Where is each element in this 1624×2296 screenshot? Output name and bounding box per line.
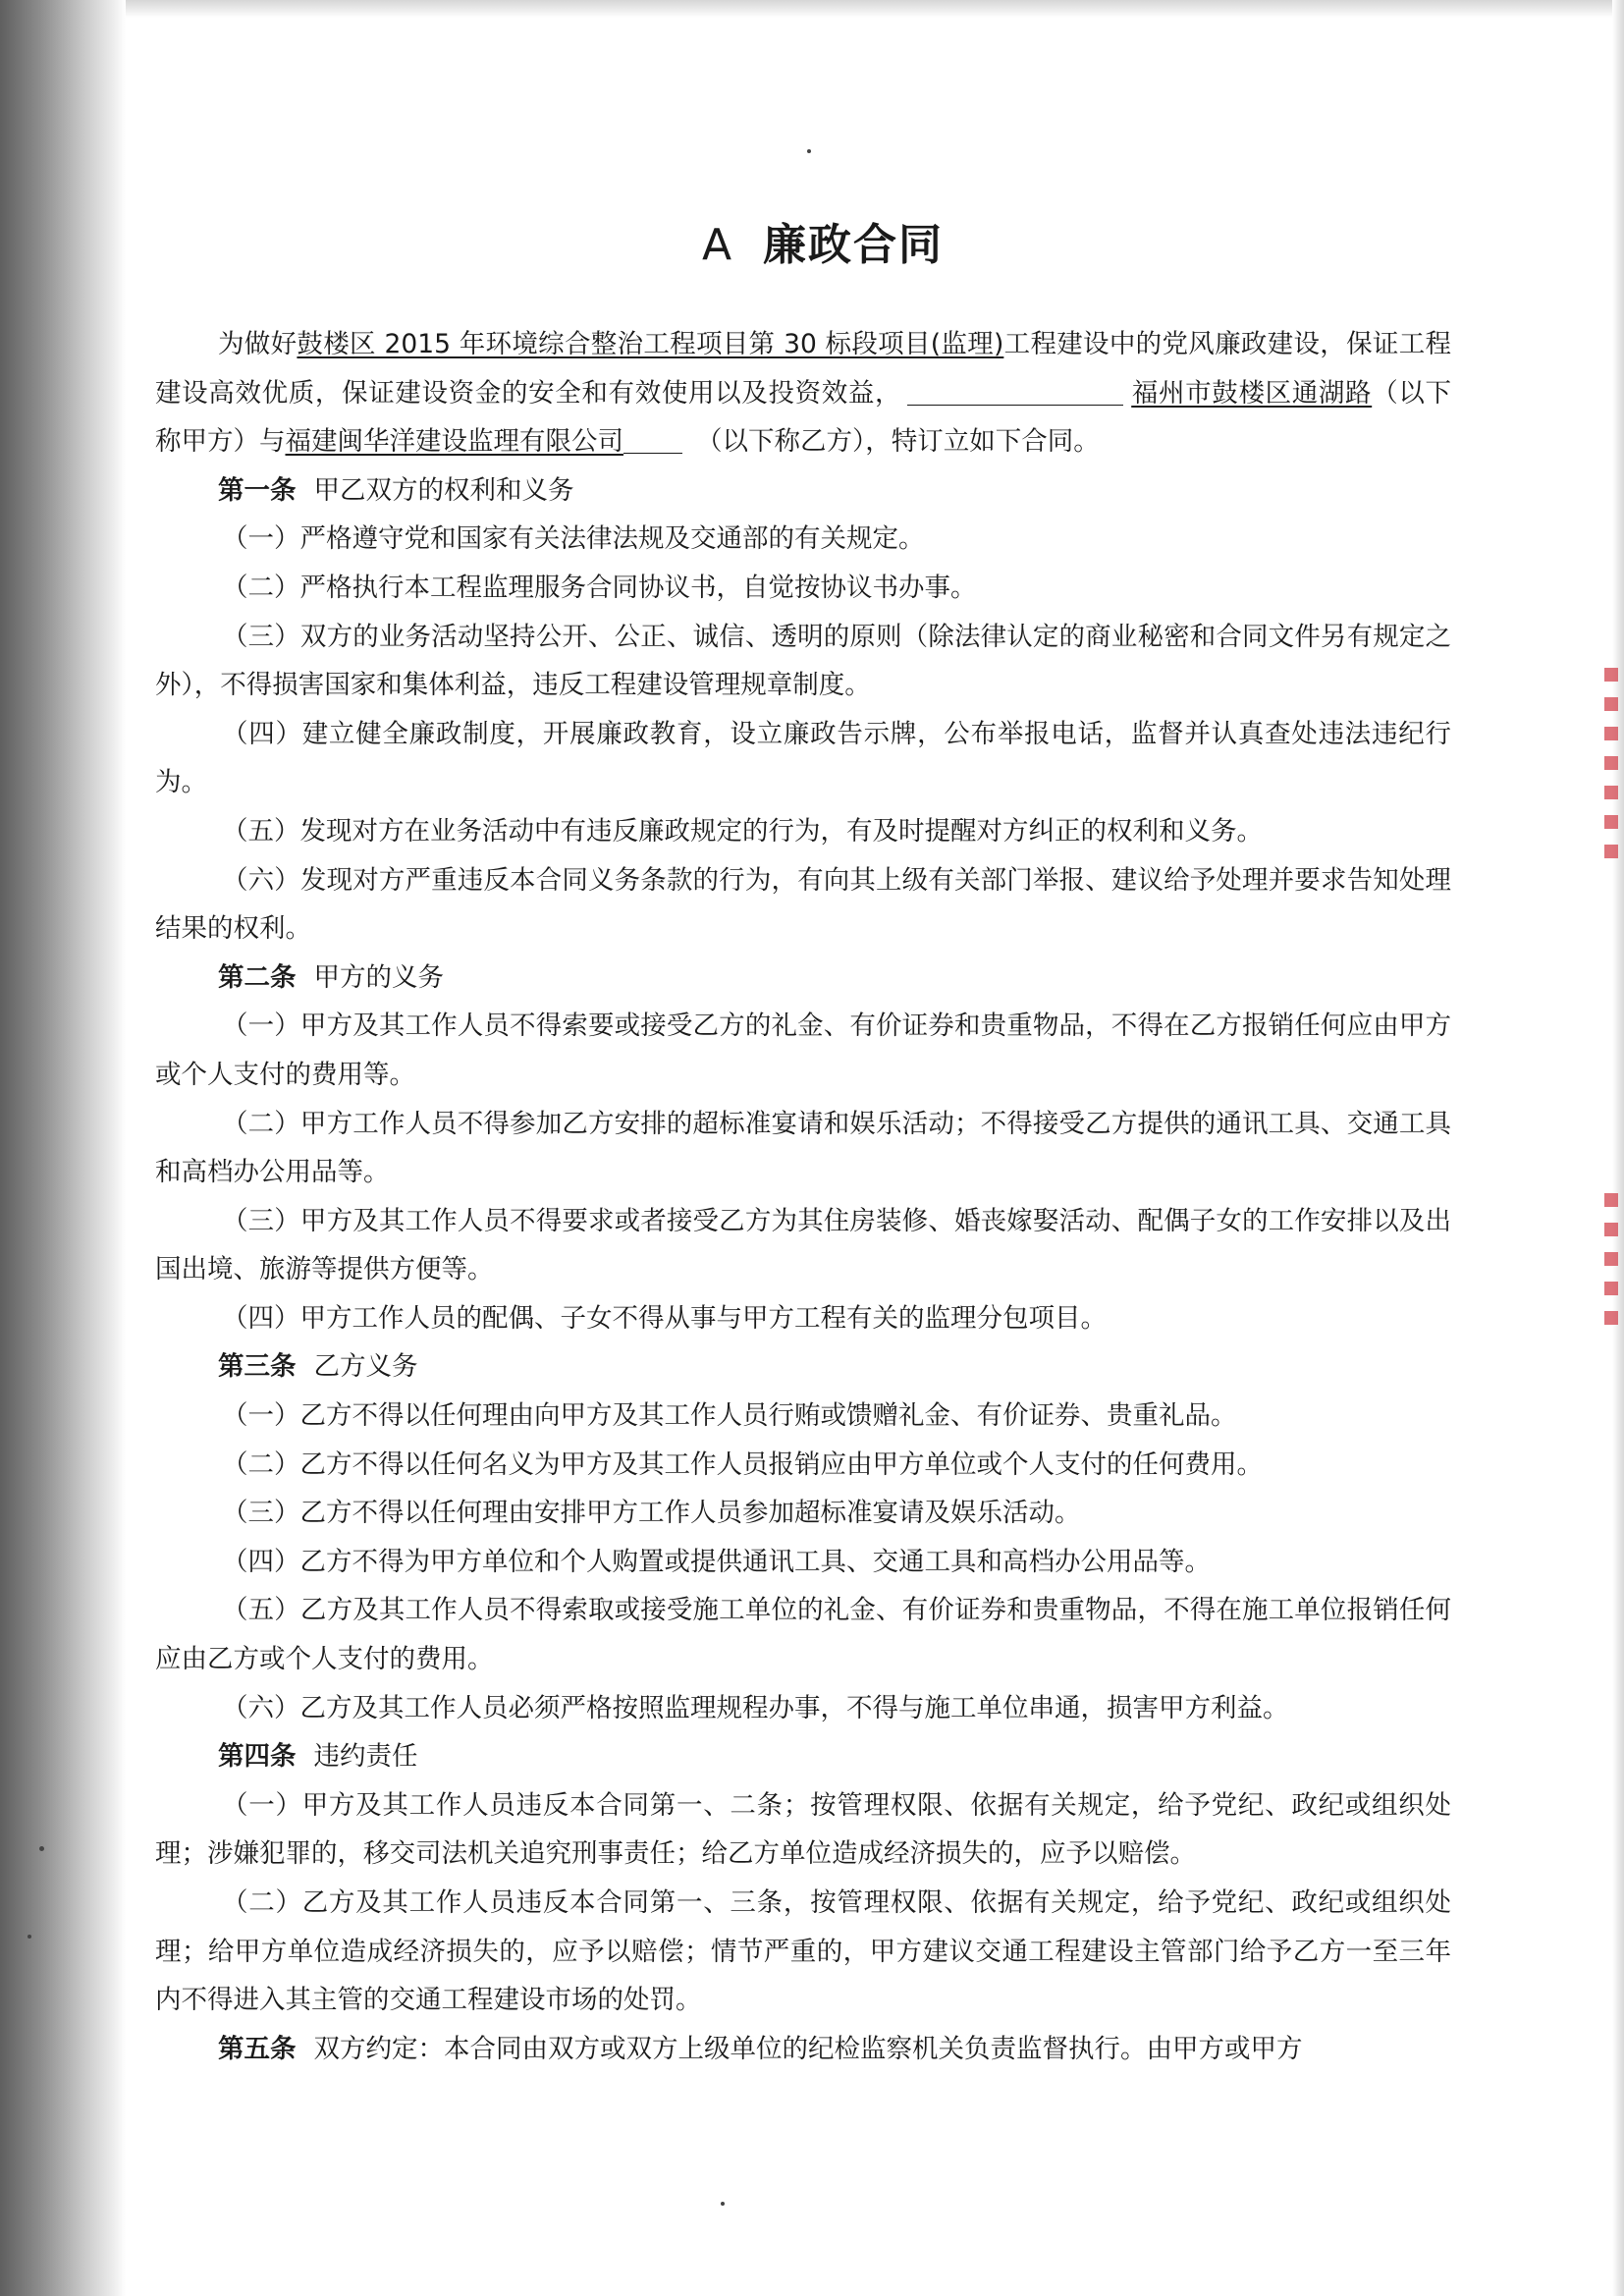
title-text: 廉政合同 — [763, 220, 945, 270]
title-letter: A — [701, 220, 734, 270]
article-2-item: （三）甲方及其工作人员不得要求或者接受乙方为其住房装修、婚丧嫁娶活动、配偶子女的工作安排以及出国出境、旅游等提供方便等。 — [155, 1205, 1451, 1285]
article-1-item: （五）发现对方在业务活动中有违反廉政规定的行为，有及时提醒对方纠正的权利和义务。 — [222, 815, 1263, 847]
scan-top-edge — [126, 0, 1624, 18]
article-3-item: （一）乙方不得以任何理由向甲方及其工作人员行贿或馈赠礼金、有价证券、贵重礼品。 — [222, 1400, 1237, 1432]
article-1-heading — [155, 466, 1451, 516]
article-5-paragraph — [155, 2025, 1451, 2074]
article-title: 甲方的义务 — [313, 961, 444, 993]
article-1-item: （二）严格执行本工程监理服务合同协议书，自觉按协议书办事。 — [222, 572, 977, 603]
article-2-heading — [155, 954, 1451, 1003]
scan-speck — [807, 149, 811, 153]
article-number: 第四条 — [218, 1741, 297, 1773]
party-a-name: 福州市鼓楼区通湖路 — [1131, 377, 1373, 409]
article-number: 第二条 — [218, 961, 297, 993]
article-4-item: （一）甲方及其工作人员违反本合同第一、二条；按管理权限、依据有关规定，给予党纪、政纪或组织处理；涉嫌犯罪的，移交司法机关追究刑事责任；给乙方单位造成经济损失的，应予以赔偿。 — [155, 1789, 1451, 1870]
contract-page — [155, 216, 1451, 2073]
scan-speck — [27, 1935, 31, 1939]
intro-text: （以下称甲方）与 — [155, 377, 1452, 458]
article-3-item: （六）乙方及其工作人员必须严格按照监理规程办事，不得与施工单位串通，损害甲方利益。 — [222, 1692, 1289, 1723]
intro-text: （以下称乙方），特订立如下合同。 — [696, 426, 1100, 458]
seal-mark-top — [1604, 668, 1618, 874]
article-4-heading — [155, 1732, 1451, 1781]
scan-speck — [39, 1846, 44, 1851]
article-number: 第一条 — [218, 474, 297, 506]
article-3-item: （五）乙方及其工作人员不得索取或接受施工单位的礼金、有价证券和贵重物品，不得在施工单位报销任何应由乙方或个人支付的费用。 — [155, 1595, 1451, 1675]
article-1-item: （六）发现对方严重违反本合同义务条款的行为，有向其上级有关部门举报、建议给予处理并要求告知处理结果的权利。 — [155, 864, 1451, 945]
article-1-item: （三）双方的业务活动坚持公开、公正、诚信、透明的原则（除法律认定的商业秘密和合同文件另有规定之外），不得损害国家和集体利益，违反工程建设管理规章制度。 — [155, 621, 1451, 701]
document-title — [194, 216, 1451, 275]
article-1-item: （四）建立健全廉政制度，开展廉政教育，设立廉政告示牌，公布举报电话，监督并认真查处违法违纪行为。 — [155, 718, 1451, 798]
article-title: 甲乙双方的权利和义务 — [313, 474, 574, 506]
article-3-heading — [155, 1342, 1451, 1392]
article-1-item: （一）严格遵守党和国家有关法律法规及交通部的有关规定。 — [222, 523, 925, 555]
article-3-item: （二）乙方不得以任何名义为甲方及其工作人员报销应由甲方单位或个人支付的任何费用。 — [222, 1449, 1263, 1480]
article-3-item: （四）乙方不得为甲方单位和个人购置或提供通讯工具、交通工具和高档办公用品等。 — [222, 1546, 1211, 1577]
intro-text: 为做好 — [218, 329, 298, 359]
article-2-item: （一）甲方及其工作人员不得索要或接受乙方的礼金、有价证券和贵重物品，不得在乙方报销任何应由甲方或个人支付的费用等。 — [155, 1011, 1451, 1090]
article-3-item: （三）乙方不得以任何理由安排甲方工作人员参加超标准宴请及娱乐活动。 — [222, 1498, 1081, 1529]
article-2-item: （四）甲方工作人员的配偶、子女不得从事与甲方工程有关的监理分包项目。 — [222, 1302, 1107, 1334]
article-4-item: （二）乙方及其工作人员违反本合同第一、三条，按管理权限、依据有关规定，给予党纪、政纪或组织处理；给甲方单位造成经济损失的，应予以赔偿；情节严重的，甲方建议交通工程建设主管部门给予乙方一至三年内不得进入其主管的交通工程建设市场的处罚。 — [155, 1887, 1451, 2016]
article-number: 第三条 — [218, 1351, 297, 1383]
article-title: 违约责任 — [313, 1741, 418, 1773]
article-2-item: （二）甲方工作人员不得参加乙方安排的超标准宴请和娱乐活动；不得接受乙方提供的通讯工具、交通工具和高档办公用品等。 — [155, 1108, 1451, 1188]
project-name: 鼓楼区 2015 年环境综合整治工程项目第 30 标段项目(监理) — [297, 329, 1004, 359]
article-title: 乙方义务 — [313, 1351, 418, 1383]
scan-speck — [721, 2202, 725, 2206]
party-b-name: 福建闽华洋建设监理有限公司 — [285, 426, 623, 458]
scan-left-shadow — [0, 0, 126, 2296]
scan-right-edge — [1612, 0, 1624, 2296]
blank-line — [623, 427, 682, 455]
article-number: 第五条 — [218, 2033, 297, 2064]
intro-paragraph — [155, 320, 1451, 466]
blank-line — [907, 378, 1123, 406]
intro-text: 工程建设中的党风廉政建设，保证工程建设高效优质，保证建设资金的安全和有效使用以及投资效益， — [155, 329, 1452, 409]
article-5-text: 双方约定：本合同由双方或双方上级单位的纪检监察机关负责监督执行。由甲方或甲方 — [313, 2033, 1303, 2064]
seal-mark-bottom — [1604, 1193, 1618, 1340]
